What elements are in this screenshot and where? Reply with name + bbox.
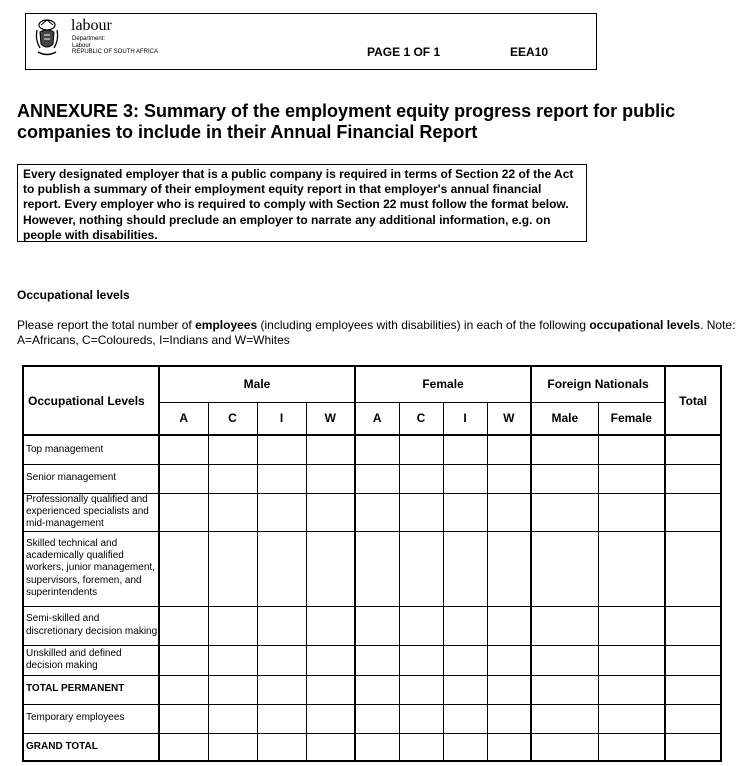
cell-female-i[interactable] bbox=[443, 733, 487, 761]
row-label: Semi-skilled and discretionary decision making bbox=[23, 606, 159, 645]
female-c-header: C bbox=[399, 402, 443, 435]
row-label: TOTAL PERMANENT bbox=[23, 675, 159, 704]
cell-female-c[interactable] bbox=[399, 493, 443, 531]
cell-female-c[interactable] bbox=[399, 704, 443, 733]
cell-male-a[interactable] bbox=[159, 645, 208, 675]
row-label: Professionally qualified and experienced specialists and mid-management bbox=[23, 493, 159, 531]
logo-department-text: Department: Labour REPUBLIC OF SOUTH AFRICA bbox=[72, 36, 159, 55]
cell-female-a[interactable] bbox=[355, 435, 399, 464]
cell-total[interactable] bbox=[665, 606, 721, 645]
total-header: Total bbox=[665, 366, 721, 435]
cell-male-w[interactable] bbox=[306, 645, 355, 675]
form-header bbox=[25, 13, 597, 70]
cell-male-i[interactable] bbox=[257, 704, 306, 733]
cell-female-c[interactable] bbox=[399, 435, 443, 464]
row-label: Temporary employees bbox=[23, 704, 159, 733]
female-w-header: W bbox=[487, 402, 531, 435]
cell-female-i[interactable] bbox=[443, 464, 487, 493]
cell-male-c[interactable] bbox=[208, 675, 257, 704]
cell-total[interactable] bbox=[665, 704, 721, 733]
intro-notice: Every designated employer that is a public company is required in terms of Section 22 of the Act to publish a summary of their employment equity report in that employer's annual financial report. Every employer who is required to comply with Section 22 must follow the format below. However, nothing should preclude an employer to narrate any additional information, e.g. on people with disabilities. bbox=[17, 164, 587, 242]
cell-foreign-male[interactable] bbox=[531, 733, 598, 761]
cell-total[interactable] bbox=[665, 493, 721, 531]
cell-foreign-female[interactable] bbox=[598, 435, 665, 464]
table-row bbox=[23, 493, 721, 531]
cell-male-w[interactable] bbox=[306, 675, 355, 704]
cell-male-a[interactable] bbox=[159, 704, 208, 733]
cell-foreign-male[interactable] bbox=[531, 704, 598, 733]
cell-male-w[interactable] bbox=[306, 704, 355, 733]
cell-male-a[interactable] bbox=[159, 606, 208, 645]
cell-foreign-female[interactable] bbox=[598, 606, 665, 645]
row-label: Unskilled and defined decision making bbox=[23, 645, 159, 675]
table-row bbox=[23, 645, 721, 675]
cell-female-w[interactable] bbox=[487, 733, 531, 761]
cell-female-c[interactable] bbox=[399, 733, 443, 761]
cell-male-w[interactable] bbox=[306, 733, 355, 761]
cell-male-i[interactable] bbox=[257, 435, 306, 464]
cell-total[interactable] bbox=[665, 435, 721, 464]
row-label: GRAND TOTAL bbox=[23, 733, 159, 761]
cell-male-a[interactable] bbox=[159, 531, 208, 606]
cell-foreign-female[interactable] bbox=[598, 493, 665, 531]
cell-male-c[interactable] bbox=[208, 493, 257, 531]
cell-female-w[interactable] bbox=[487, 464, 531, 493]
cell-male-a[interactable] bbox=[159, 675, 208, 704]
cell-female-c[interactable] bbox=[399, 606, 443, 645]
cell-female-a[interactable] bbox=[355, 531, 399, 606]
table-row bbox=[23, 733, 721, 761]
cell-male-i[interactable] bbox=[257, 464, 306, 493]
cell-male-w[interactable] bbox=[306, 493, 355, 531]
row-label: Senior management bbox=[23, 464, 159, 493]
cell-foreign-male[interactable] bbox=[531, 464, 598, 493]
cell-female-i[interactable] bbox=[443, 435, 487, 464]
cell-female-c[interactable] bbox=[399, 531, 443, 606]
table-row bbox=[23, 464, 721, 493]
cell-male-i[interactable] bbox=[257, 645, 306, 675]
male-a-header: A bbox=[159, 402, 208, 435]
cell-male-c[interactable] bbox=[208, 704, 257, 733]
cell-female-w[interactable] bbox=[487, 531, 531, 606]
cell-female-w[interactable] bbox=[487, 606, 531, 645]
cell-male-c[interactable] bbox=[208, 464, 257, 493]
female-a-header: A bbox=[355, 402, 399, 435]
cell-total[interactable] bbox=[665, 675, 721, 704]
cell-total[interactable] bbox=[665, 733, 721, 761]
form-code: EEA10 bbox=[510, 45, 549, 59]
cell-male-w[interactable] bbox=[306, 435, 355, 464]
cell-foreign-male[interactable] bbox=[531, 493, 598, 531]
cell-foreign-female[interactable] bbox=[598, 464, 665, 493]
cell-foreign-male[interactable] bbox=[531, 606, 598, 645]
page-title: ANNEXURE 3: Summary of the employment equity progress report for public companies to include in their Annual Financial Report bbox=[17, 101, 676, 142]
table-row bbox=[23, 704, 721, 733]
cell-male-a[interactable] bbox=[159, 464, 208, 493]
table-row bbox=[23, 531, 721, 606]
cell-female-i[interactable] bbox=[443, 493, 487, 531]
cell-male-i[interactable] bbox=[257, 606, 306, 645]
cell-male-w[interactable] bbox=[306, 464, 355, 493]
occupational-levels-table bbox=[22, 365, 722, 762]
cell-female-a[interactable] bbox=[355, 704, 399, 733]
table-row bbox=[23, 606, 721, 645]
cell-foreign-male[interactable] bbox=[531, 645, 598, 675]
cell-male-c[interactable] bbox=[208, 606, 257, 645]
cell-male-i[interactable] bbox=[257, 493, 306, 531]
cell-female-a[interactable] bbox=[355, 645, 399, 675]
female-header: Female bbox=[355, 366, 531, 402]
male-i-header: I bbox=[257, 402, 306, 435]
cell-female-i[interactable] bbox=[443, 645, 487, 675]
cell-male-a[interactable] bbox=[159, 733, 208, 761]
cell-female-w[interactable] bbox=[487, 493, 531, 531]
cell-female-a[interactable] bbox=[355, 675, 399, 704]
section-heading: Occupational levels bbox=[17, 288, 130, 302]
male-w-header: W bbox=[306, 402, 355, 435]
cell-male-i[interactable] bbox=[257, 531, 306, 606]
cell-foreign-female[interactable] bbox=[598, 645, 665, 675]
table-row bbox=[23, 435, 721, 464]
cell-male-a[interactable] bbox=[159, 435, 208, 464]
cell-foreign-female[interactable] bbox=[598, 675, 665, 704]
cell-male-c[interactable] bbox=[208, 435, 257, 464]
cell-foreign-female[interactable] bbox=[598, 704, 665, 733]
cell-female-a[interactable] bbox=[355, 733, 399, 761]
cell-total[interactable] bbox=[665, 531, 721, 606]
cell-male-i[interactable] bbox=[257, 675, 306, 704]
instructions-text: Please report the total number of employees (including employees with disabilities) in each of the following occupational levels. Note: A=Africans, C=Coloureds, I=Indians and W=Whites bbox=[17, 318, 736, 347]
page-number: PAGE 1 OF 1 bbox=[367, 45, 441, 59]
male-header: Male bbox=[159, 366, 355, 402]
foreign-male-header: Male bbox=[531, 402, 598, 435]
cell-total[interactable] bbox=[665, 645, 721, 675]
cell-foreign-male[interactable] bbox=[531, 531, 598, 606]
cell-female-a[interactable] bbox=[355, 493, 399, 531]
cell-female-c[interactable] bbox=[399, 675, 443, 704]
cell-foreign-male[interactable] bbox=[531, 435, 598, 464]
cell-female-c[interactable] bbox=[399, 464, 443, 493]
cell-foreign-male[interactable] bbox=[531, 675, 598, 704]
cell-female-i[interactable] bbox=[443, 704, 487, 733]
cell-male-i[interactable] bbox=[257, 733, 306, 761]
cell-female-a[interactable] bbox=[355, 606, 399, 645]
cell-total[interactable] bbox=[665, 464, 721, 493]
cell-female-w[interactable] bbox=[487, 704, 531, 733]
occupational-levels-header: Occupational Levels bbox=[23, 366, 159, 435]
female-i-header: I bbox=[443, 402, 487, 435]
cell-female-i[interactable] bbox=[443, 606, 487, 645]
cell-male-c[interactable] bbox=[208, 733, 257, 761]
table-row bbox=[23, 675, 721, 704]
row-label: Top management bbox=[23, 435, 159, 464]
cell-female-i[interactable] bbox=[443, 531, 487, 606]
cell-female-i[interactable] bbox=[443, 675, 487, 704]
male-c-header: C bbox=[208, 402, 257, 435]
coat-of-arms-icon bbox=[34, 18, 60, 58]
foreign-female-header: Female bbox=[598, 402, 665, 435]
cell-foreign-female[interactable] bbox=[598, 733, 665, 761]
cell-foreign-female[interactable] bbox=[598, 531, 665, 606]
cell-male-c[interactable] bbox=[208, 531, 257, 606]
cell-female-w[interactable] bbox=[487, 675, 531, 704]
cell-male-w[interactable] bbox=[306, 531, 355, 606]
cell-male-a[interactable] bbox=[159, 493, 208, 531]
cell-female-w[interactable] bbox=[487, 645, 531, 675]
cell-male-w[interactable] bbox=[306, 606, 355, 645]
cell-female-w[interactable] bbox=[487, 435, 531, 464]
logo-wordmark: labour bbox=[71, 17, 112, 34]
foreign-nationals-header: Foreign Nationals bbox=[531, 366, 665, 402]
cell-female-a[interactable] bbox=[355, 464, 399, 493]
row-label: Skilled technical and academically qualified workers, junior management, supervisors, foremen, and superintendents bbox=[23, 531, 159, 606]
cell-male-c[interactable] bbox=[208, 645, 257, 675]
cell-female-c[interactable] bbox=[399, 645, 443, 675]
